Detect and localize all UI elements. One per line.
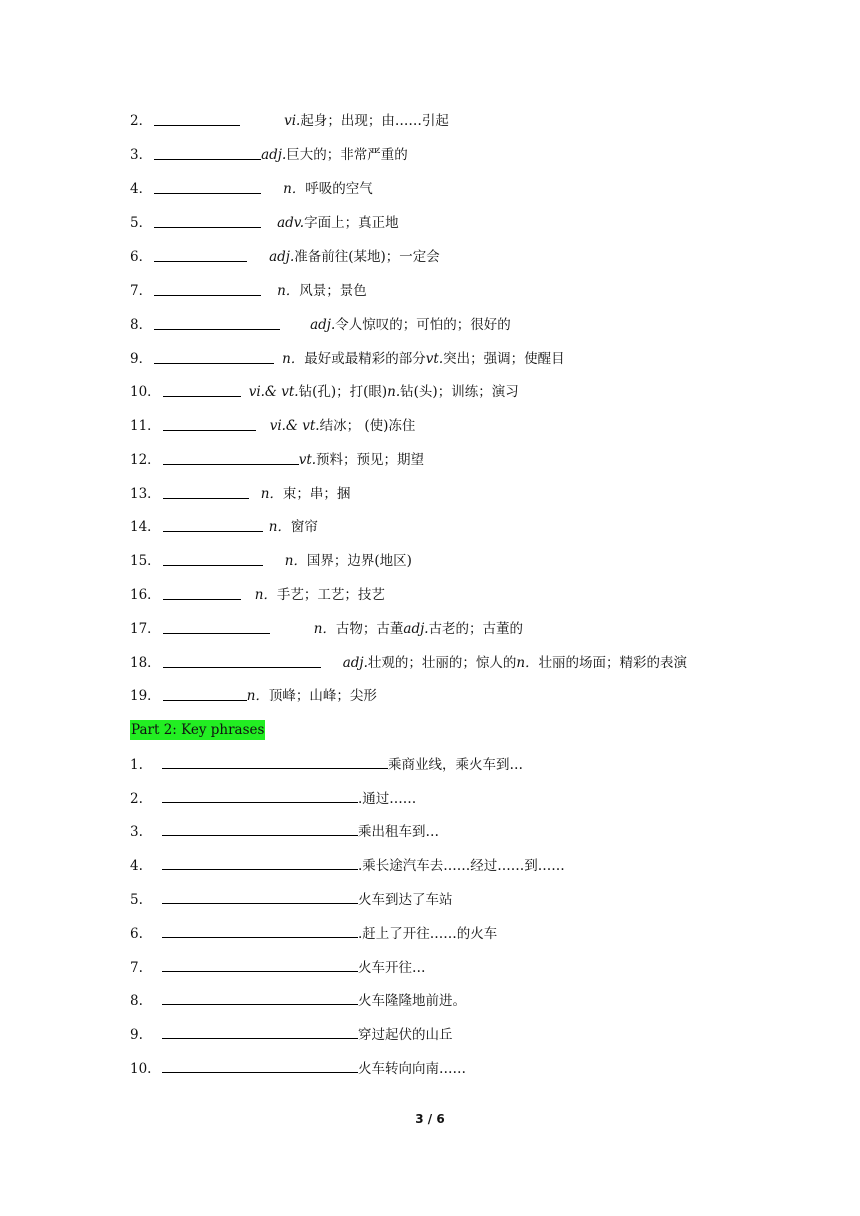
answer-blank[interactable] (162, 889, 358, 904)
answer-blank[interactable] (154, 145, 261, 160)
phrase-item: 6. .赶上了开往……的火车 (130, 923, 497, 943)
answer-blank[interactable] (154, 315, 280, 330)
phrase-item: 9. 穿过起伏的山丘 (130, 1024, 453, 1044)
answer-blank[interactable] (154, 213, 261, 228)
vocab-item: 8． adj.令人惊叹的；可怕的；很好的 (130, 317, 511, 333)
phrase-item: 5. 火车到达了车站 (130, 889, 453, 909)
vocab-item: 10． vi.& vt.钻(孔)；打(眼)n.钻(头)；训练；演习 (130, 384, 519, 400)
phrase-item: 4. .乘长途汽车去……经过……到…… (130, 855, 565, 875)
vocab-item: 4． n．呼吸的空气 (130, 181, 373, 197)
vocab-item: 5． adv.字面上；真正地 (130, 215, 399, 231)
page-number: 3 / 6 (415, 1112, 445, 1126)
phrase-item: 10. 火车转向向南…… (130, 1058, 466, 1078)
answer-blank[interactable] (162, 754, 388, 769)
answer-blank[interactable] (163, 585, 241, 600)
vocab-item: 16． n．手艺；工艺；技艺 (130, 587, 385, 603)
vocab-item: 2． vi.起身；出现；由……引起 (130, 113, 449, 129)
answer-blank[interactable] (162, 923, 358, 938)
answer-blank[interactable] (154, 349, 274, 364)
answer-blank[interactable] (162, 957, 358, 972)
phrase-item: 1. 乘商业线，乘火车到… (130, 754, 523, 774)
answer-blank[interactable] (162, 821, 358, 836)
answer-blank[interactable] (154, 111, 240, 126)
vocab-item: 17． n．古物；古董adj.古老的；古董的 (130, 621, 524, 637)
answer-blank[interactable] (163, 619, 270, 634)
answer-blank[interactable] (162, 788, 358, 803)
vocab-item: 15． n．国界；边界(地区) (130, 553, 412, 569)
answer-blank[interactable] (163, 382, 241, 397)
vocab-item: 19． n．顶峰；山峰；尖形 (130, 688, 377, 704)
phrase-item: 2. .通过…… (130, 788, 416, 808)
answer-blank[interactable] (163, 653, 321, 668)
answer-blank[interactable] (163, 551, 263, 566)
answer-blank[interactable] (154, 179, 261, 194)
phrase-item: 8. 火车隆隆地前进。 (130, 990, 466, 1010)
vocab-item: 6． adj.准备前往(某地)；一定会 (130, 249, 440, 265)
answer-blank[interactable] (162, 1058, 358, 1073)
vocab-item: 14． n．窗帘 (130, 519, 318, 535)
vocab-item: 13． n．束；串；捆 (130, 486, 351, 502)
answer-blank[interactable] (162, 855, 358, 870)
answer-blank[interactable] (163, 686, 247, 701)
answer-blank[interactable] (163, 416, 256, 431)
phrase-item: 3. 乘出租车到… (130, 821, 439, 841)
answer-blank[interactable] (163, 517, 263, 532)
vocab-item: 18． adj.壮观的；壮丽的；惊人的n．壮丽的场面；精彩的表演 (130, 655, 688, 671)
answer-blank[interactable] (154, 247, 247, 262)
vocab-item: 9． n．最好或最精彩的部分vt.突出；强调；使醒目 (130, 351, 565, 367)
answer-blank[interactable] (163, 450, 299, 465)
section-heading: Part 2: Key phrases (131, 722, 265, 738)
answer-blank[interactable] (163, 484, 249, 499)
vocab-item: 7． n．风景；景色 (130, 283, 367, 299)
answer-blank[interactable] (162, 1024, 358, 1039)
answer-blank[interactable] (162, 990, 358, 1005)
phrase-item: 7. 火车开往… (130, 957, 426, 977)
answer-blank[interactable] (154, 281, 261, 296)
vocab-item: 12． vt.预料；预见；期望 (130, 452, 425, 468)
vocab-item: 11． vi.& vt.结冰； (使)冻住 (130, 418, 416, 434)
vocab-item: 3． adj.巨大的；非常严重的 (130, 147, 408, 163)
